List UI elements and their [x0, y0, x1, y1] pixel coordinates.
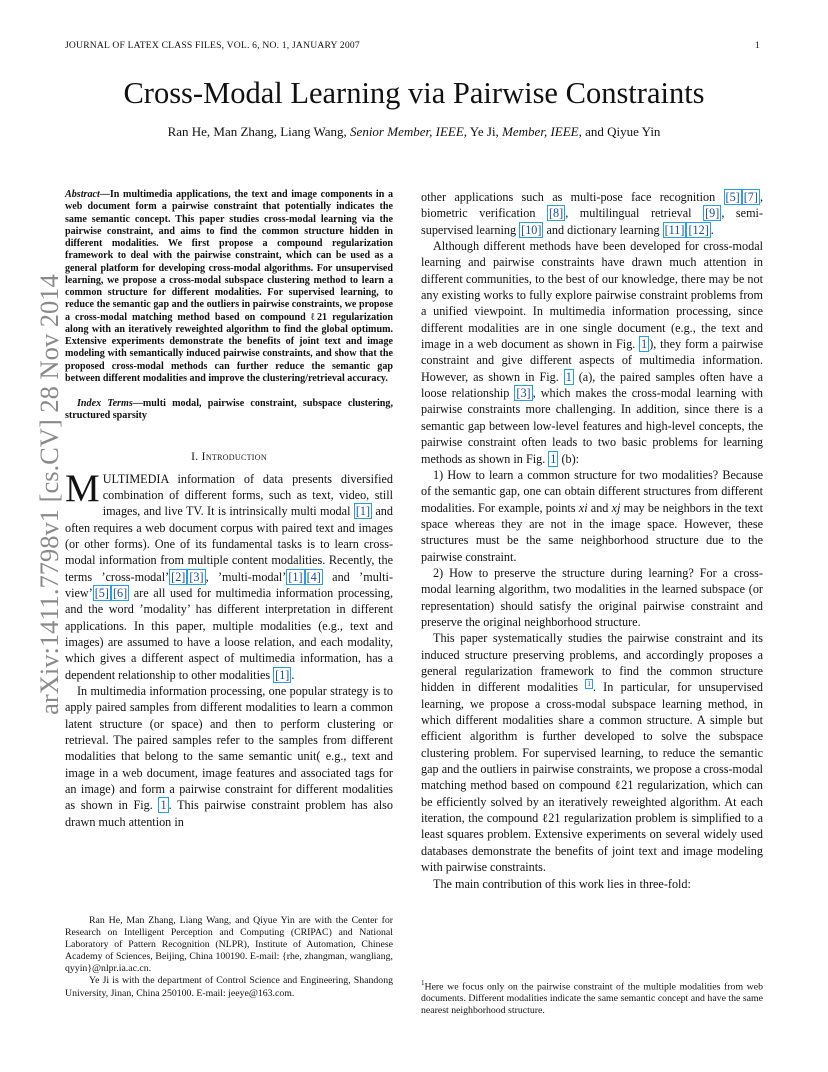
citation-link[interactable]: [5] [94, 585, 109, 600]
text-run: ), they form a pairwise constraint and give different aspects of multimedia information. However, as shown in Fig. [421, 337, 763, 384]
citation-link[interactable]: [9] [705, 206, 720, 221]
right-paragraph-1 [421, 189, 763, 238]
citation-link[interactable]: [3] [516, 386, 531, 401]
affiliation-2: Ye Ji is with the department of Control Science and Engineering, Shandong University, Jinan, China 250100. E-mail: jeeye@163.com. [65, 975, 393, 999]
text-run: 1) How to learn a common structure for two modalities? Because of the semantic gap, one can obtain different structures from different modalities. For example, points [421, 467, 763, 515]
abstract-text: —In multimedia applications, the text and image components in a web document form a pairwise constraint that potentially indicates the same semantic concept. This paper studies cross-modal learning via the pairwise constraint, and aims to find the common structure hidden in different modalities. We first propose a compound regularization framework to deal with the pairwise constraint, which can be used as a general platform for developing cross-modal algorithms. For unsupervised learning, we propose a cross-modal subspace clustering method to learn a common structure for different modalities. For supervised learning, to reduce the semantic gap and the outliers in pairwise constraints, we propose a cross-modal matching method based on compound ℓ21 regularization along with an iteratively reweighted algorithm to find the global optimum. Extensive experiments demonstrate the benefits of joint text and image modeling with semantically induced pairwise constraints, and show that the proposed cross-modal methods can further reduce the semantic gap between different modalities and improve the clustering/retrieval accuracy. [65, 189, 393, 384]
citation-link[interactable]: [1] [288, 569, 303, 584]
text-run: other applications such as multi-pose face recognition [421, 190, 724, 204]
citation-link[interactable]: [4] [306, 569, 321, 584]
citation-link[interactable]: [6] [112, 585, 128, 600]
section-title: Introduction [201, 449, 267, 463]
text-run: (a), the paired samples often have a loose relationship [421, 369, 763, 401]
citation-link[interactable]: [11] [664, 222, 685, 237]
text-run: ULTIMEDIA information of data presents diversified combination of different forms, such as text, video, still images, and live TV. It is intrinsically multi modal [102, 471, 393, 519]
intro-paragraph-1 [65, 466, 394, 683]
text-run: and ’multi-view’ [65, 569, 394, 600]
text-run: , ’multi-modal’ [205, 569, 287, 584]
citation-link[interactable]: [3] [189, 569, 204, 584]
arxiv-stamp-text: arXiv:1411.7798v1 [cs.CV] 28 Nov 2014 [34, 274, 64, 715]
figure-link[interactable]: 1 [550, 451, 557, 466]
math-variable: xi [578, 500, 588, 515]
figure-link[interactable]: 1 [160, 798, 167, 813]
citation-link[interactable]: [8] [548, 206, 564, 221]
text-run: , biometric verification [421, 190, 763, 221]
text-run: . [710, 222, 714, 237]
text-run: . In particular, for unsupervised learning, we propose a cross-modal subspace learning method, in which different modalities share a common structure. A simple but efficient algorithm is further developed to solve the subspace clustering problem. For supervised learning, to reduce the semantic gap and the outliers in pairwise constraints, we propose a cross-modal matching method based on compound ℓ21 regularization, which can be efficiently solved by an iteratively reweighted algorithm. At each iteration, the compound ℓ21 regularization problem is simplified to a least squares problem. Extensive experiments on several widely used databases demonstrate the benefits of joint text and image modeling with pairwise constraints. [421, 680, 763, 875]
author-names-b: Ye Ji, [467, 124, 503, 139]
citation-link[interactable]: [5] [725, 190, 740, 204]
text-run: Although different methods have been developed for cross-modal learning and pairwise constraints have drawn much attention in different communities, to the best of our knowledge, there may be not any existing works to fully explore pairwise constraint problems from a unified viewpoint. In multimedia information processing, since different modalities are in one single document (e.g., the text and image in a web document as shown in Fig. [421, 239, 763, 352]
right-paragraph-2 [421, 238, 763, 467]
footnote-link[interactable]: 1 [587, 680, 591, 689]
author-names-a: Ran He, Man Zhang, Liang Wang, [167, 124, 351, 139]
text-run: In multimedia information processing, one popular strategy is to apply paired samples from different modalities to learn a common latent structure (or space) and then to perform clustering or retrieval. The paired samples refer to the samples from different modalities that belong to the same semantic unit( e.g., text and image in a web document, image features and associated tags for an image) and form a pairwise constraint for different modalities as shown in Fig. [65, 683, 393, 813]
text-run: may be neighbors in the text space whereas they are not in the image space. However, these structures must be the same neighborhood structure due to the pairwise constraint. [421, 500, 763, 564]
author-role-b: Member, IEEE, [502, 124, 582, 139]
figure-link[interactable]: 1 [565, 369, 572, 384]
section-heading-introduction [65, 450, 393, 463]
footnote-1 [421, 977, 763, 1018]
affiliation-footnote [65, 915, 393, 1000]
right-column [421, 189, 763, 892]
text-run: This paper systematically studies the pairwise constraint and its induced structure preserving problems, and accordingly proposes a general regularization framework to find the common structure hidden in different modalities [421, 631, 763, 695]
text-run: . [291, 667, 295, 682]
index-terms-text: —multi modal, pairwise constraint, subspace clustering, structured sparsity [65, 398, 393, 422]
footnote-text: Here we focus only on the pairwise constraint of the multiple modalities from web documents. Different modalities indicate the same semantic concept and have the same nearest neighborhood structure. [421, 981, 763, 1017]
math-variable: xj [611, 500, 621, 515]
citation-link[interactable]: [1] [355, 504, 371, 519]
abstract [65, 189, 393, 385]
text-run: , multilingual retrieval [565, 206, 704, 221]
author-role-a: Senior Member, IEEE, [350, 124, 468, 139]
intro-paragraph-2 [65, 683, 393, 830]
text-run: , semi-supervised learning [421, 206, 763, 237]
affiliation-1: Ran He, Man Zhang, Liang Wang, and Qiyue Yin are with the Center for Research on Intelligent Perception and Computing (CRIPAC) and National Laboratory of Pattern Recognition (NLPR), Institute of Automation, Chinese Academy of Sciences, Beijing, China 100190. E-mail: {rhe, zhangman, wangliang, qyyin}@nlpr.ia.ac.cn. [65, 915, 393, 975]
citation-link[interactable]: [12] [688, 222, 709, 237]
text-run: , which makes the cross-modal learning with pairwise constraints more challenging. In addition, since there is a semantic gap between low-level features and high-level concepts, the pairwise constraint often leads to two basic problems for learning methods as shown in Fig. [421, 386, 763, 466]
text-run: . This pairwise constraint problem has also drawn much attention in [65, 798, 393, 829]
citation-link[interactable]: [7] [743, 190, 758, 204]
page-number: 1 [755, 40, 760, 51]
text-run: are all used for multimedia information processing, and the word ’modality’ has different interpretation in different applications. In this paper, multiple modalities (e.g., text and images) are assumed to have a loose relation, and each modality, which gives a different aspect of multimedia information, has a dependent relationship to other modalities [65, 585, 393, 682]
author-names-c: and Qiyue Yin [581, 124, 661, 139]
citation-link[interactable]: [1] [275, 667, 290, 682]
author-list [0, 124, 828, 140]
figure-link[interactable]: 1 [641, 337, 648, 352]
footnote-mark: 1 [421, 979, 425, 987]
arxiv-stamp [15, 251, 64, 738]
abstract-label: Abstract [65, 189, 100, 200]
right-paragraph-3 [421, 467, 763, 565]
text-run: and often requires a web document corpus with paired text and images (or other forms). One of its fundamental tasks is to learn cross-modal information from multiple content modalities. Recently, the terms ’cross-modal’ [65, 504, 393, 584]
left-column [65, 189, 393, 830]
text-run: and [587, 500, 612, 515]
index-terms [65, 398, 393, 423]
citation-link[interactable]: [10] [521, 222, 542, 237]
drop-cap: M [65, 466, 100, 510]
right-paragraph-5 [421, 630, 763, 875]
section-numeral: I. [191, 449, 202, 463]
running-header: JOURNAL OF LATEX CLASS FILES, VOL. 6, NO. 1, JANUARY 2007 [65, 40, 360, 51]
index-terms-label: Index Terms [77, 398, 133, 409]
right-paragraph-6: The main contribution of this work lies in three-fold: [433, 876, 691, 891]
citation-link[interactable]: [2] [171, 569, 186, 584]
text-run: (b): [558, 451, 580, 466]
right-paragraph-4: 2) How to preserve the structure during learning? For a cross-modal learning algorithm, two modalities in the learned subspace (or representation) should satisfy the original pairwise constraint and preserve the original neighborhood structure. [421, 565, 763, 629]
paper-title: Cross-Modal Learning via Pairwise Constraints [123, 76, 705, 110]
text-run: and dictionary learning [543, 222, 663, 237]
